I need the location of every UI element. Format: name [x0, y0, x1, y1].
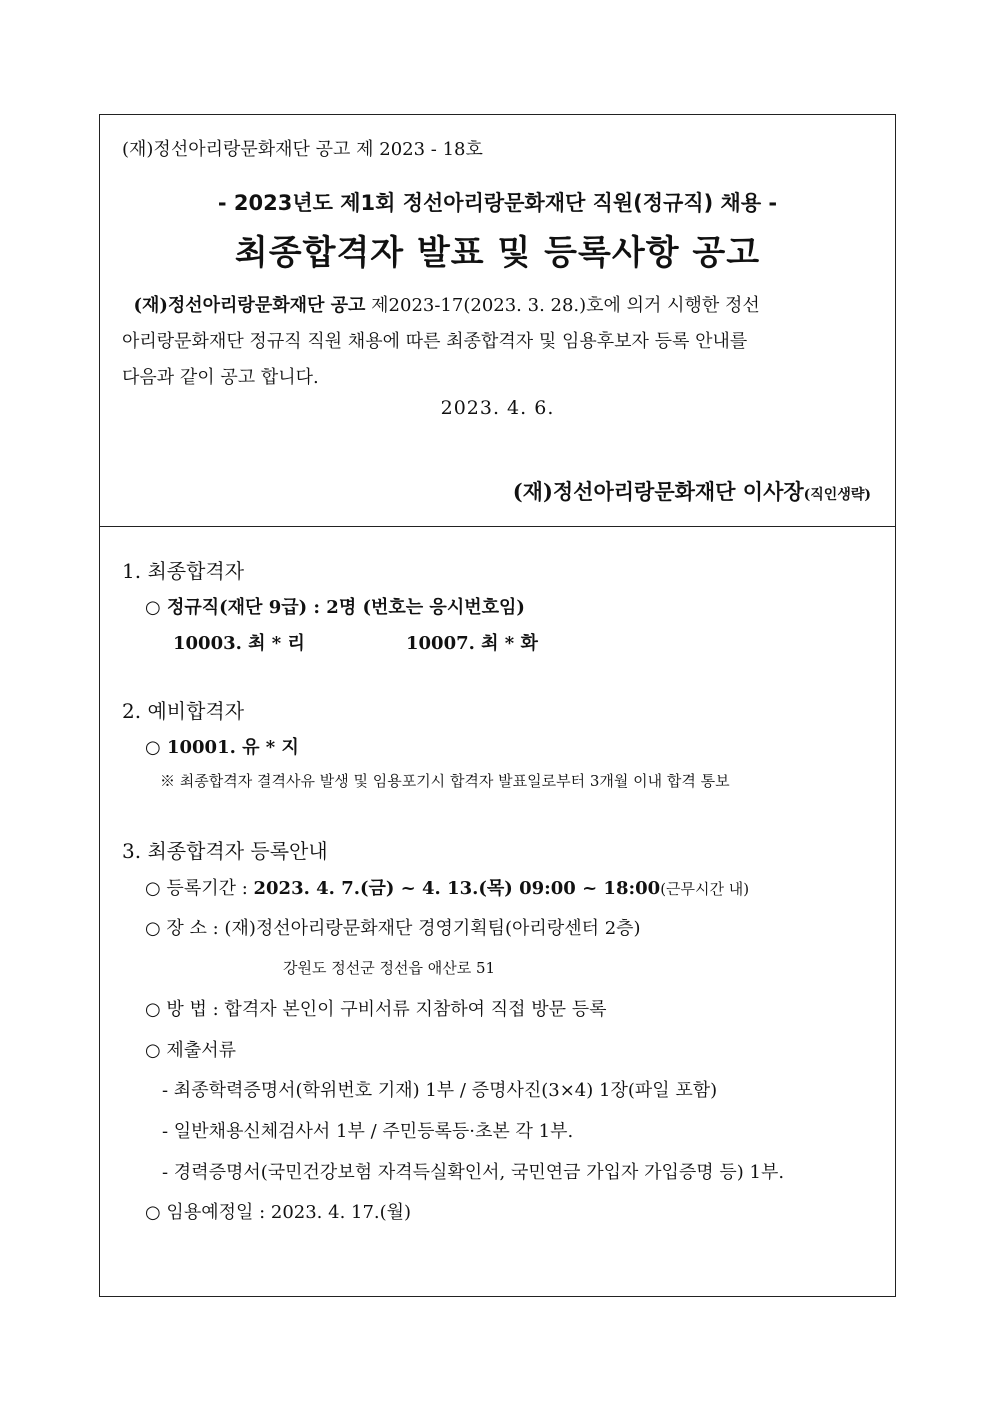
notice-title: 최종합격자 발표 및 등록사항 공고	[234, 233, 761, 273]
intro-line-1-text: 제2023-17(2023. 3. 28.)호에 의거 시행한 정선	[371, 295, 760, 316]
registration-period	[145, 874, 749, 900]
registration-method: ○ 방 법 : 합격자 본인이 구비서류 지참하여 직접 방문 등록	[145, 999, 607, 1020]
intro-line-2: 아리랑문화재단 정규직 직원 채용에 따른 최종합격자 및 임용후보자 등록 안내를	[122, 331, 748, 352]
winner-1: 10003. 최 * 리	[173, 633, 305, 654]
section2-bullet: ○ 10001. 유 * 지	[145, 737, 299, 758]
notice-date: 2023. 4. 6.	[440, 397, 555, 419]
registration-place: ○ 장 소 : (재)정선아리랑문화재단 경영기획팀(아리랑센터 2층)	[145, 918, 641, 939]
period-note: (근무시간 내)	[660, 880, 750, 898]
signature-line	[513, 476, 871, 506]
reserve-note: ※ 최종합격자 결격사유 발생 및 임용포기시 합격자 발표일로부터 3개월 이내 합격 통보	[160, 772, 730, 790]
intro-bold: (재)정선아리랑문화재단 공고	[133, 295, 366, 316]
section1-bullet: ○ 정규직(재단 9급) : 2명 (번호는 응시번호임)	[145, 597, 525, 618]
appointment-date: ○ 임용예정일 : 2023. 4. 17.(월)	[145, 1202, 412, 1223]
notice-subtitle: - 2023년도 제1회 정선아리랑문화재단 직원(정규직) 채용 -	[217, 191, 778, 215]
intro-line-1	[122, 291, 872, 317]
section1-title: 1. 최종합격자	[122, 559, 245, 583]
winner-2: 10007. 최 * 화	[406, 633, 538, 654]
document-item-2: - 일반채용신체검사서 1부 / 주민등록등·초본 각 1부.	[162, 1121, 574, 1142]
period-label: ○ 등록기간 :	[145, 878, 254, 899]
documents-label: ○ 제출서류	[145, 1040, 236, 1061]
section2-title: 2. 예비합격자	[122, 699, 245, 723]
registration-address: 강원도 정선군 정선읍 애산로 51	[283, 959, 496, 977]
notice-frame	[99, 114, 896, 1297]
intro-line-3: 다음과 같이 공고 합니다.	[122, 367, 319, 388]
seal-note: (직인생략)	[803, 487, 871, 503]
document-item-1: - 최종학력증명서(학위번호 기재) 1부 / 증명사진(3×4) 1장(파일 포함)	[162, 1080, 718, 1101]
period-value: 2023. 4. 7.(금) ~ 4. 13.(목) 09:00 ~ 18:00	[253, 878, 661, 899]
section3-title: 3. 최종합격자 등록안내	[122, 839, 328, 863]
document-item-3: - 경력증명서(국민건강보험 자격득실확인서, 국민연금 가입자 가입증명 등) 1부.	[162, 1162, 785, 1183]
section-divider	[100, 526, 895, 527]
notice-number: (재)정선아리랑문화재단 공고 제 2023 - 18호	[122, 139, 483, 160]
signer: (재)정선아리랑문화재단 이사장	[512, 479, 804, 504]
